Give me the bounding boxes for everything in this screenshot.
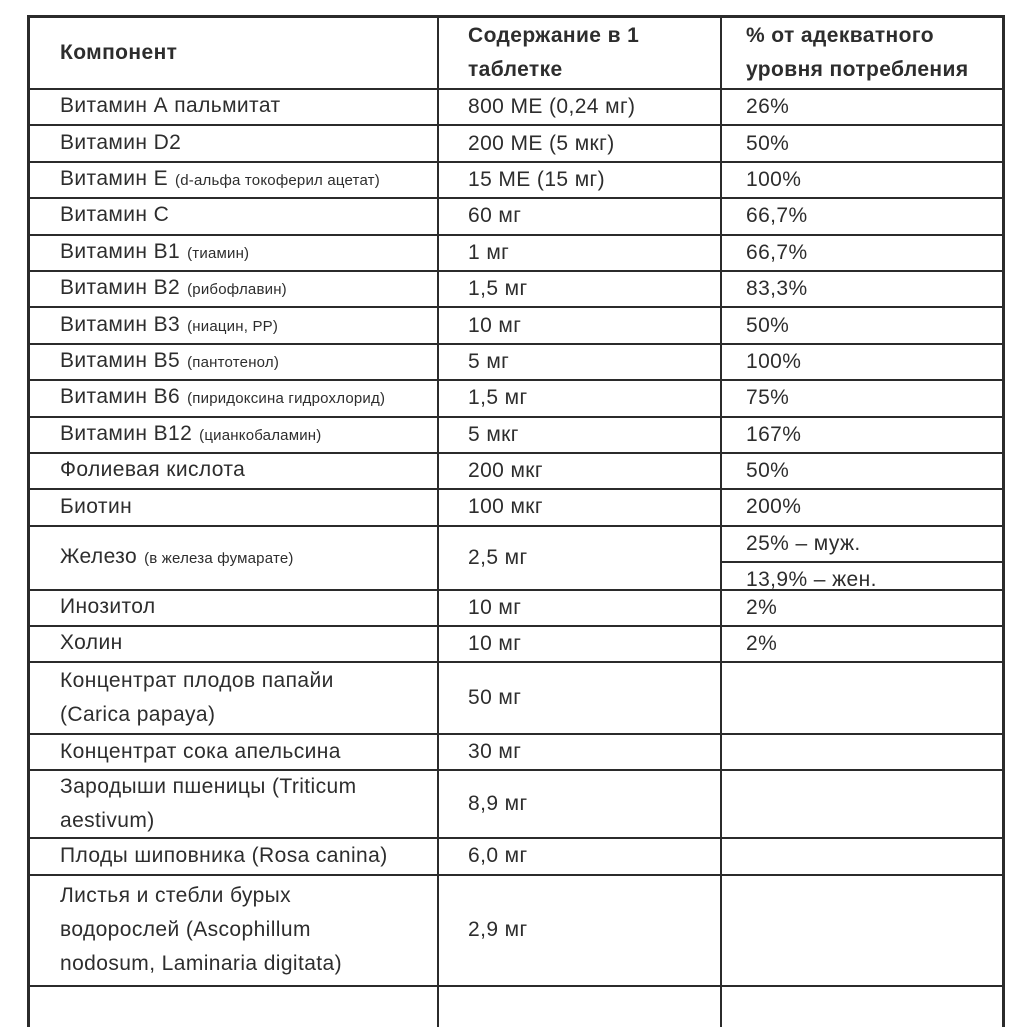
cell-percent: 200% xyxy=(720,490,1002,524)
cell-percent: 50% xyxy=(720,454,1002,488)
cell-amount: 200 МЕ (5 мкг) xyxy=(437,126,720,160)
cell-amount: 6,0 мг xyxy=(437,839,720,873)
cell-amount: 800 МЕ (0,24 мг) xyxy=(437,90,720,124)
cell-component: Железо (в железа фумарате) xyxy=(60,544,294,568)
cell-component: Плоды шиповника (Rosa canina) xyxy=(60,844,388,868)
cell-amount: 2,5 мг xyxy=(437,527,720,589)
row-vitamin-b6 xyxy=(30,379,1002,415)
cell-amount: 50 мг xyxy=(437,663,720,732)
row-vitamin-b2 xyxy=(30,270,1002,306)
cell-amount: 1,5 мг xyxy=(437,381,720,415)
cell-component: Витамин Е (d-альфа токоферил ацетат) xyxy=(60,166,380,190)
row-vitamin-c xyxy=(30,197,1002,233)
cell-percent: 66,7% xyxy=(720,236,1002,270)
cell-amount: 5 мкг xyxy=(437,418,720,452)
nutrition-table xyxy=(27,15,1005,1027)
cell-component: Витамин В12 (цианкобаламин) xyxy=(60,421,322,445)
cell-amount: 10 мг xyxy=(437,627,720,661)
header-content-per-tablet: Содержание в 1 таблетке xyxy=(437,18,720,88)
row-rose-hips xyxy=(30,837,1002,873)
cell-percent-split xyxy=(720,527,1002,589)
row-biotin xyxy=(30,488,1002,524)
row-vitamin-e xyxy=(30,161,1002,197)
cell-amount: 100 мкг xyxy=(437,490,720,524)
cell-amount: 1,5 мг xyxy=(437,272,720,306)
cell-component: Концентрат сока апельсина xyxy=(60,740,341,764)
cell-component: Концентрат плодов папайи (Carica papaya) xyxy=(60,669,334,727)
cell-percent xyxy=(720,839,1002,873)
cell-component: Витамин В3 (ниацин, PP) xyxy=(60,312,279,336)
row-papaya-concentrate xyxy=(30,661,1002,732)
cell-percent: 66,7% xyxy=(720,199,1002,233)
cell-percent xyxy=(720,663,1002,732)
row-inositol xyxy=(30,589,1002,625)
cell-component: Холин xyxy=(60,631,123,655)
cell-amount: 5 мг xyxy=(437,345,720,379)
row-folic-acid xyxy=(30,452,1002,488)
row-vitamin-b3 xyxy=(30,306,1002,342)
cell-percent: 26% xyxy=(720,90,1002,124)
row-choline xyxy=(30,625,1002,661)
cell-percent-male: 25% – муж. xyxy=(746,531,861,555)
cell-amount: 15 МЕ (15 мг) xyxy=(437,163,720,197)
row-brown-algae xyxy=(30,874,1002,985)
cell-amount: 10 мг xyxy=(437,591,720,625)
cell-amount: 200 мкг xyxy=(437,454,720,488)
cell-percent: 100% xyxy=(720,163,1002,197)
cell-amount: 2,9 мг xyxy=(437,876,720,985)
cell-component: Биотин xyxy=(60,494,133,518)
row-vitamin-a xyxy=(30,88,1002,124)
cell-percent: 50% xyxy=(720,126,1002,160)
cell-amount: 1 мг xyxy=(437,236,720,270)
row-vitamin-d2 xyxy=(30,124,1002,160)
cell-percent: 100% xyxy=(720,345,1002,379)
row-wheat-germ xyxy=(30,769,1002,837)
cell-component: Зародыши пшеницы (Triticum aestivum) xyxy=(60,775,357,833)
row-iron xyxy=(30,525,1002,589)
cell-percent: 2% xyxy=(720,627,1002,661)
cell-percent: 83,3% xyxy=(720,272,1002,306)
row-vitamin-b5 xyxy=(30,343,1002,379)
cell-component: Витамин В2 (рибофлавин) xyxy=(60,276,287,300)
cell-percent: 2% xyxy=(720,591,1002,625)
cell-percent: 50% xyxy=(720,308,1002,342)
cell-component: Витамин D2 xyxy=(60,130,182,154)
cell-amount: 30 мг xyxy=(437,735,720,769)
cell-percent-female: 13,9% – жен. xyxy=(722,561,1002,589)
row-vitamin-b12 xyxy=(30,416,1002,452)
cell-component: Витамин А пальмитат xyxy=(60,94,281,118)
cell-amount xyxy=(437,987,720,1027)
cell-component: Фолиевая кислота xyxy=(60,458,246,482)
cell-component: Витамин В6 (пиридоксина гидрохлорид) xyxy=(60,385,386,409)
row-vitamin-b1 xyxy=(30,234,1002,270)
cell-amount: 10 мг xyxy=(437,308,720,342)
cell-percent: 75% xyxy=(720,381,1002,415)
row-orange-juice-concentrate xyxy=(30,733,1002,769)
cell-percent xyxy=(720,771,1002,837)
header-percent-adequate: % от адекватного уровня потребления xyxy=(720,18,1002,88)
table-header-row xyxy=(30,18,1002,88)
cell-component: Листья и стебли бурых водорослей (Ascophillum nodosum, Laminaria digitata) xyxy=(60,884,343,976)
cell-percent: 167% xyxy=(720,418,1002,452)
cell-percent xyxy=(720,735,1002,769)
cell-component xyxy=(30,987,437,1027)
cell-component: Инозитол xyxy=(60,594,156,618)
cell-amount: 60 мг xyxy=(437,199,720,233)
cell-amount: 8,9 мг xyxy=(437,771,720,837)
cell-component: Витамин С xyxy=(60,203,170,227)
cell-component: Витамин В1 (тиамин) xyxy=(60,239,250,263)
cell-component: Витамин В5 (пантотенол) xyxy=(60,348,280,372)
cell-percent xyxy=(720,987,1002,1027)
cell-percent xyxy=(720,876,1002,985)
header-component: Компонент xyxy=(60,41,178,64)
